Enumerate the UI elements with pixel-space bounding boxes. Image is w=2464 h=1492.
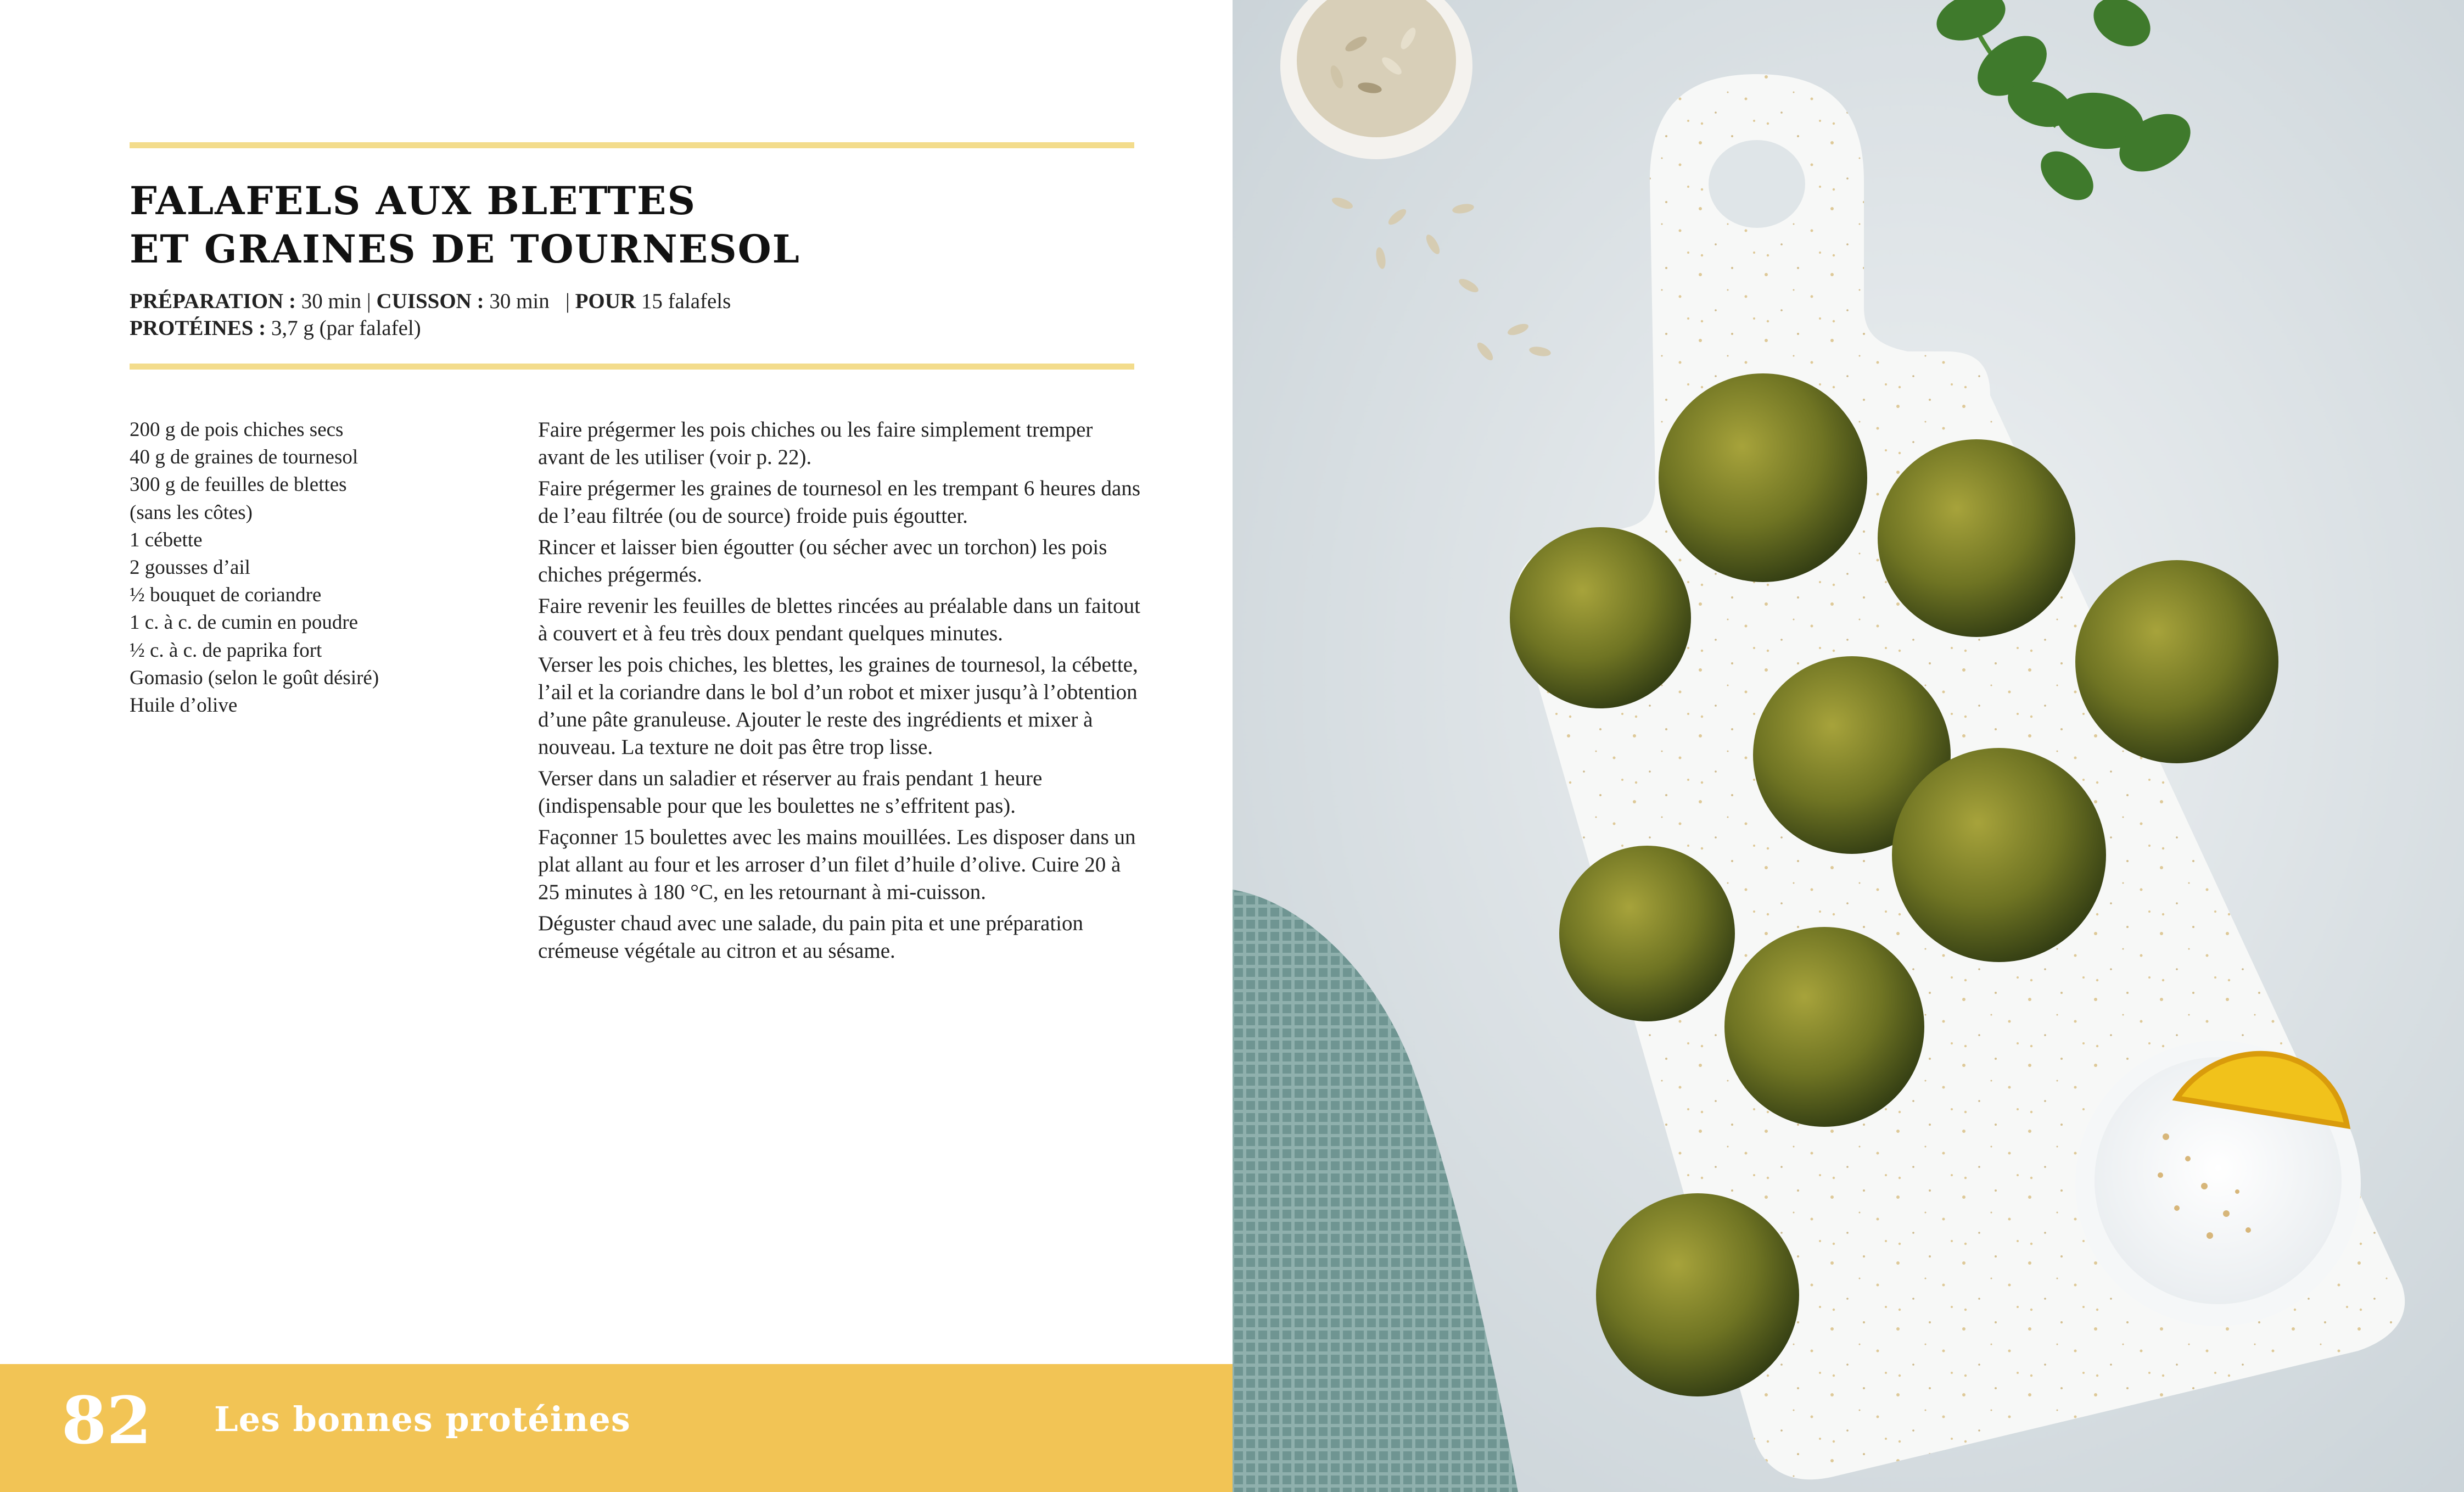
ingredient-item: (sans les côtes) (130, 501, 253, 524)
section-title: Les bonnes protéines (214, 1399, 631, 1439)
recipe-title (130, 177, 1134, 273)
ingredient-item: 2 gousses d’ail (130, 556, 250, 579)
step-paragraph: Faire revenir les feuilles de blettes rincées au préalable dans un faitout à couvert et à feu très doux pendant quelques minutes. (538, 594, 1140, 645)
cook-value: 30 min (489, 289, 550, 313)
preparation-steps (538, 416, 1142, 969)
ingredient-item: Gomasio (selon le goût désiré) (130, 666, 379, 689)
yield-label: POUR (575, 289, 636, 313)
ingredient-item: 1 c. à c. de cumin en poudre (130, 611, 359, 634)
step-paragraph: Faire prégermer les graines de tournesol en les trempant 6 heures dans de l’eau filtrée (ou de source) froide puis égoutter. (538, 477, 1141, 528)
cook-label: CUISSON : (376, 289, 484, 313)
yield-value: 15 falafels (641, 289, 731, 313)
dip-bowl (2075, 1041, 2361, 1326)
falafel-photo (1233, 0, 2464, 1492)
ingredient-item: 300 g de feuilles de blettes (130, 473, 347, 496)
step-paragraph: Verser dans un saladier et réserver au frais pendant 1 heure (indispensable pour que les boulettes ne s’effritent pas). (538, 767, 1043, 818)
prep-label: PRÉPARATION : (130, 289, 296, 313)
title-line-1: FALAFELS AUX BLETTES (130, 178, 696, 223)
protein-value: 3,7 g (par falafel) (271, 316, 421, 340)
bottom-rule (130, 364, 1134, 370)
ingredients-list (130, 416, 470, 719)
ingredient-item: ½ bouquet de coriandre (130, 584, 322, 607)
page-number: 82 (61, 1382, 152, 1459)
top-rule (130, 142, 1134, 148)
step-paragraph: Faire prégermer les pois chiches ou les faire simplement tremper avant de les utiliser (voir p. 22). (538, 418, 1093, 469)
prep-value: 30 min (301, 289, 362, 313)
ingredient-item: 200 g de pois chiches secs (130, 418, 344, 441)
falafel-photo-illustration (1233, 0, 2464, 1492)
ingredient-item: 1 cébette (130, 528, 203, 551)
step-paragraph: Verser les pois chiches, les blettes, les graines de tournesol, la cébette, l’ail et la coriandre dans le bol d’un robot et mixer jusqu’à l’obtention d’une pâte granuleuse. Ajouter le reste des ingrédients et mixer à nouveau. La texture ne doit pas être trop lisse. (538, 653, 1138, 759)
meta-line-1: PRÉPARATION : 30 min | CUISSON : 30 min | POUR 15 falafels (130, 289, 731, 313)
title-line-2: ET GRAINES DE TOURNESOL (130, 226, 800, 272)
ingredient-item: 40 g de graines de tournesol (130, 446, 359, 469)
step-paragraph: Rincer et laisser bien égoutter (ou sécher avec un torchon) les pois chiches prégermés. (538, 535, 1107, 586)
meta-line-2 (130, 315, 731, 342)
protein-label: PROTÉINES : (130, 316, 266, 340)
ingredient-item: Huile d’olive (130, 694, 238, 717)
recipe-meta (130, 288, 731, 342)
step-paragraph: Déguster chaud avec une salade, du pain pita et une préparation crémeuse végétale au citron et au sésame. (538, 912, 1083, 963)
step-paragraph: Façonner 15 boulettes avec les mains mouillées. Les disposer dans un plat allant au four et les arroser d’un filet d’huile d’olive. Cuire 20 à 25 minutes à 180 °C, en les retournant à mi-cuisson. (538, 825, 1136, 904)
ingredient-item: ½ c. à c. de paprika fort (130, 639, 322, 662)
